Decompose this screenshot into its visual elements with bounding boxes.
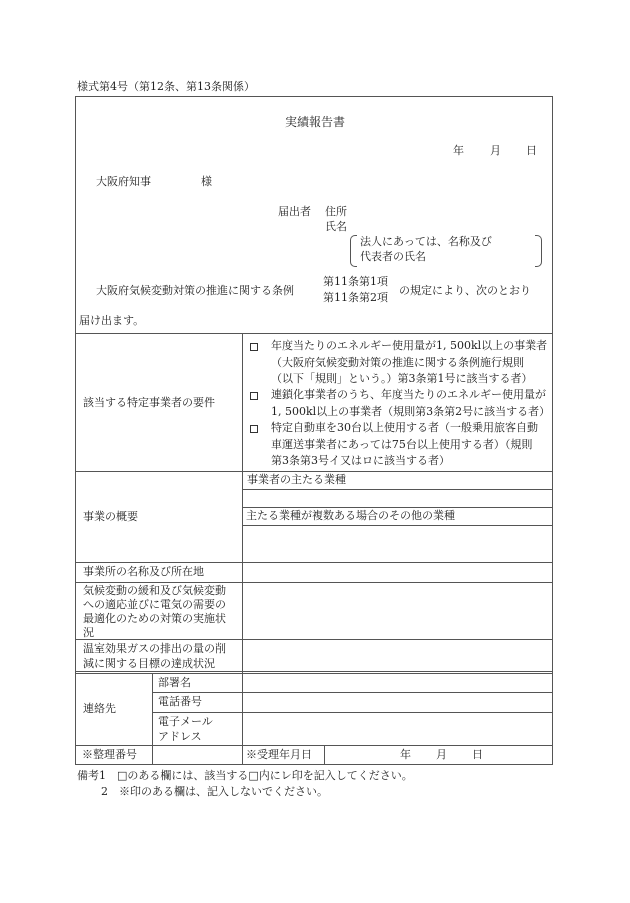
- row-rule: [75, 745, 553, 746]
- received-year-label: 年: [400, 748, 411, 761]
- table-top-rule: [75, 333, 553, 334]
- notifier-label: 届出者: [278, 205, 311, 218]
- ordinance-clause2: 第11条第2項: [323, 291, 388, 304]
- site-label: 事業所の名称及び所在地: [83, 565, 204, 578]
- note-bracket-left: [350, 235, 357, 267]
- other-industry-label: 主たる業種が複数ある場合のその他の業種: [246, 509, 455, 522]
- date-year-label: 年: [453, 144, 464, 157]
- ordinance-clause1: 第11条第1項: [323, 275, 388, 288]
- business-label: 事業の概要: [83, 510, 138, 523]
- ghg-label: 温室効果ガスの排出の量の削 減に関する目標の達成状況: [83, 642, 226, 670]
- email-label: 電子メール アドレス: [158, 715, 213, 743]
- ordinance-suffix: の規定により、次のとおり: [399, 284, 531, 297]
- address-label: 住所: [325, 205, 347, 218]
- department-label: 部署名: [158, 676, 191, 689]
- requirement-2-text: 連鎖化事業者のうち、年度当たりのエネルギー使用量が 1, 500kl以上の事業者（規則第3条第2号に該当する者）: [271, 388, 551, 418]
- requirement-2-checkbox[interactable]: [250, 392, 258, 400]
- date-day-label: 日: [526, 144, 537, 157]
- form-title: 実績報告書: [285, 115, 346, 129]
- requirements-label: 該当する特定事業者の要件: [83, 396, 215, 409]
- main-industry-label: 事業者の主たる業種: [247, 473, 346, 486]
- date-month-label: 月: [490, 144, 501, 157]
- row-rule: [75, 582, 553, 583]
- column-rule: [242, 333, 243, 765]
- ordinance-continuation: 届け出ます。: [79, 314, 145, 327]
- corp-note-line2: 代表者の氏名: [360, 250, 426, 263]
- row-rule: [75, 562, 553, 563]
- name-label: 氏名: [325, 220, 347, 233]
- contact-label: 連絡先: [83, 702, 116, 715]
- row-rule: [75, 471, 553, 472]
- note-bracket-right: [535, 235, 542, 267]
- row-rule: [242, 525, 553, 526]
- requirement-3-checkbox[interactable]: [250, 425, 258, 433]
- row-rule-double: [75, 673, 553, 674]
- requirement-1-checkbox[interactable]: [250, 343, 258, 351]
- corp-note-line1: 法人にあっては、名称及び: [360, 235, 492, 248]
- received-month-label: 月: [436, 748, 447, 761]
- addressee-honorific: 様: [201, 175, 212, 188]
- note-1: 備考1 □のある欄には、該当する□内にレ印を記入してください。: [77, 769, 413, 782]
- requirement-1-text: 年度当たりのエネルギー使用量が1, 500kl以上の事業者 （大阪府気候変動対策の推進に関する条例施行規則 （以下「規則」という。）第3条第1号に該当する者）: [271, 339, 548, 385]
- ordinance-prefix: 大阪府気候変動対策の推進に関する条例: [96, 284, 294, 297]
- received-day-label: 日: [472, 748, 483, 761]
- row-rule: [152, 712, 553, 713]
- row-rule: [152, 692, 553, 693]
- row-rule: [242, 507, 553, 508]
- climate-label: 気候変動の緩和及び気候変動 への適応並びに電気の需要の 最適化のための対策の実施状 況: [83, 584, 226, 639]
- row-rule: [75, 671, 553, 672]
- addressee-name: 大阪府知事: [96, 175, 151, 188]
- column-rule: [324, 745, 325, 765]
- column-rule: [152, 673, 153, 765]
- requirement-3-text: 特定自動車を30台以上使用する者（一般乗用旅客自動 車運送事業者にあっては75台以上使用する者）（規則 第3条第3号イ又はロに該当する者）: [271, 421, 538, 467]
- reference-number-label: ※整理番号: [82, 748, 137, 761]
- form-number: 様式第4号（第12条、第13条関係）: [77, 80, 255, 93]
- note-2: 2 ※印のある欄は、記入しないでください。: [101, 785, 328, 798]
- phone-label: 電話番号: [158, 695, 202, 708]
- row-rule: [242, 489, 553, 490]
- received-date-label: ※受理年月日: [246, 748, 312, 761]
